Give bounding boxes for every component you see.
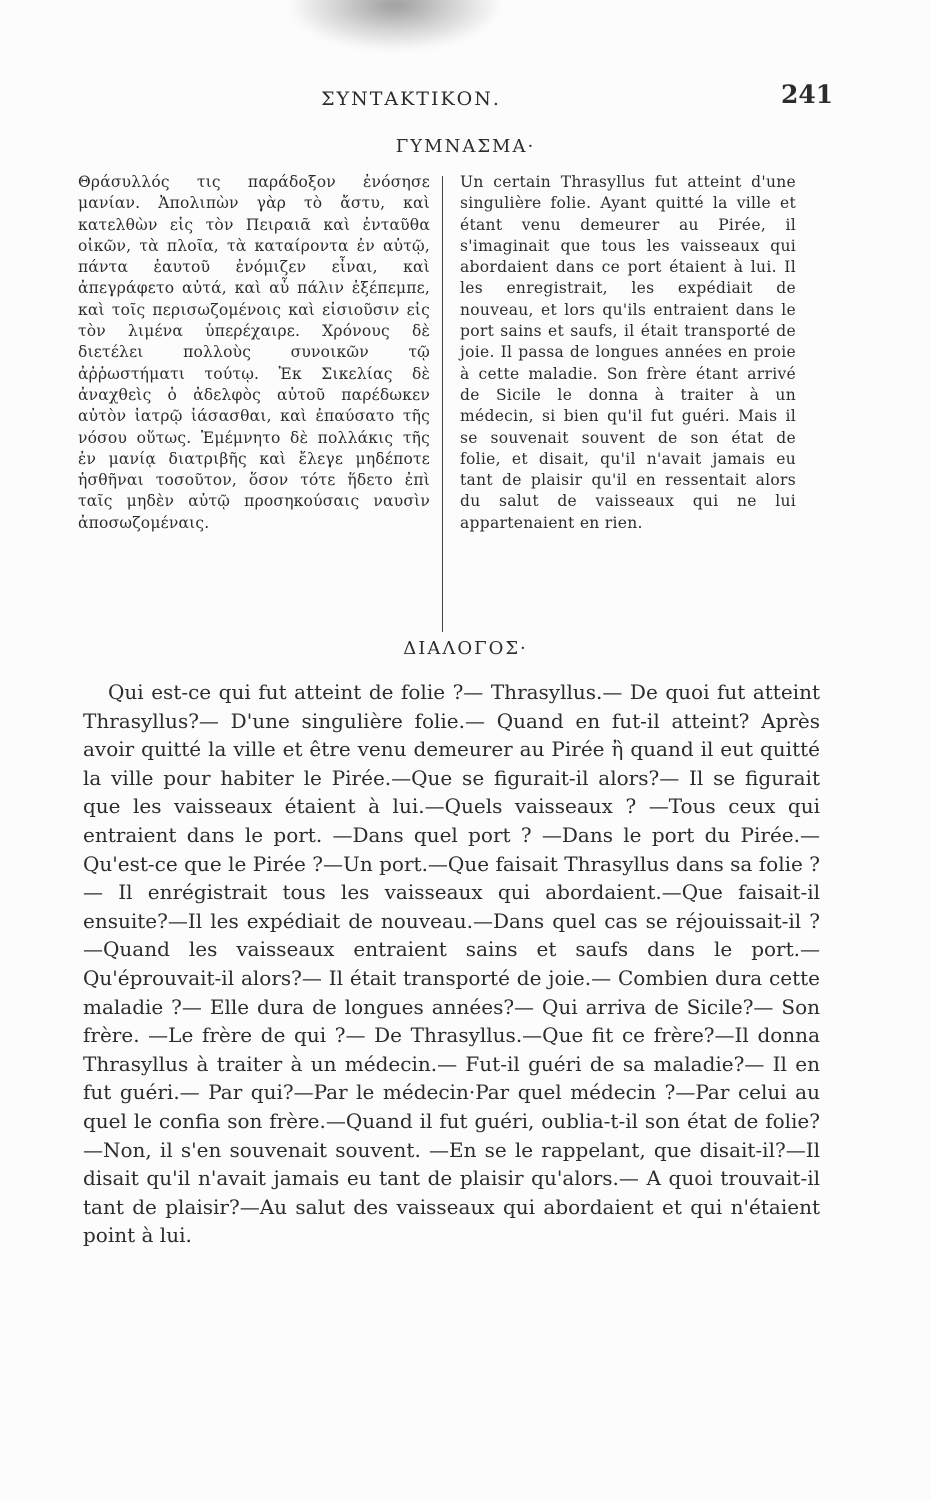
dialogue-text: Qui est-ce qui fut atteint de folie ?— Thrasyllus.— De quoi fut atteint Thrasyllus?— D'une singulière folie.— Quand en fut-il atteint? Après avoir quitté la ville et être venu demeurer au Pirée ἢ quand il eut quitté la ville pour habiter le Pirée.—Que se figurait-il alors?— Il se figurait que les vaisseaux étaient à lui.—Quels vaisseaux ? —Tous ceux qui entraient dans le port. —Dans quel port ? —Dans le port du Pirée.—Qu'est-ce que le Pirée ?—Un port.—Que faisait Thrasyllus dans sa folie ?— Il enrégistrait tous les vaisseaux qui abordaient.—Que faisait-il ensuite?—Il les expédiait de nouveau.—Dans quel cas se réjouissait-il ?—Quand les vaisseaux entraient sains et saufs dans le port.— Qu'éprouvait-il alors?— Il était transporté de joie.— Combien dura cette maladie ?— Elle dura de longues années?— Qui arriva de Sicile?— Son frère. —Le frère de qui ?— De Thrasyllus.—Que fit ce frère?—Il donna Thrasyllus à traiter à un médecin.— Fut-il guéri de sa maladie?— Il en fut guéri.— Par qui?—Par le médecin·Par quel médecin ?—Par celui au quel le confia son frère.—Quand il fut guéri, oublia-t-il son état de folie? —Non, il s'en souvenait souvent. —En se le rappelant, que disait-il?—Il disait qu'il n'avait jamais eu tant de plaisir qu'alors.— A quoi trouvait-il tant de plaisir?—Au salut des vaisseaux qui abordaient et qui n'étaient point à lui. (83, 680, 820, 1248)
page-number: 241 (781, 80, 834, 109)
column-divider (442, 176, 443, 632)
scan-smudge (290, 0, 500, 50)
running-title: ΣΥΝΤΑΚΤΙΚΟΝ. (321, 88, 501, 110)
greek-text-column: Θράσυλλός τις παράδοξον ἐνόσησε μανίαν. Ἀπολιπὼν γὰρ τὸ ἄστυ, καὶ κατελθὼν εἰς τὸν Πειραιᾶ καὶ ἐνταῦθα οἰκῶν, τὰ πλοῖα, τὰ καταίροντα ἐν αὐτῷ, πάντα ἑαυτοῦ ἐνόμιζεν εἶναι, καὶ ἀπεγράφετο αὐτά, καὶ αὖ πάλιν ἐξέπεμπε, καὶ τοῖς περισωζομένοις καὶ εἰσιοῦσιν εἰς τὸν λιμένα ὑπερέχαιρε. Χρόνους δὲ διετέλει πολλοὺς συνοικῶν τῷ ἀῤῥωστήματι τούτῳ. Ἐκ Σικελίας δὲ ἀναχθεὶς ὁ ἀδελφὸς αὐτοῦ παρέδωκεν αὐτὸν ἰατρῷ ἰάσασθαι, καὶ ἐπαύσατο τῆς νόσου οὕτως. Ἐμέμνητο δὲ πολλάκις τῆς ἐν μανίᾳ διατριβῆς καὶ ἔλεγε μηδέποτε ἡσθῆναι τοσοῦτον, ὅσον τότε ἥδετο ἐπὶ ταῖς μηδὲν αὐτῷ προσηκούσαις ναυσὶν ἀποσωζομέναις. (78, 173, 430, 532)
french-text-column: Un certain Thrasyllus fut atteint d'une singulière folie. Ayant quitté la ville et étant venu demeurer au Pirée, il s'imaginait que tous les vaisseaux qui abordaient dans ce port étaient à lui. Il les enregistrait, les expédiait de nouveau, et lors qu'ils entraient dans le port sains et saufs, il était transporté de joie. Il passa de longues années en proie à cette maladie. Son frère étant arrivé de Sicile le donna à traiter à un médecin, si bien qu'il fut guéri. Mais il se souvenait souvent de son état de folie, et disait, qu'il n'avait jamais eu tant de plaisir qu'il en ressentait alors du salut de vaisseaux qui ne lui appartenaient en rien. (460, 173, 796, 532)
dialogue-title: ΔΙΑΛΟΓΟΣ· (403, 638, 528, 659)
exercise-title: ΓΥΜΝΑΣΜΑ· (395, 136, 536, 157)
